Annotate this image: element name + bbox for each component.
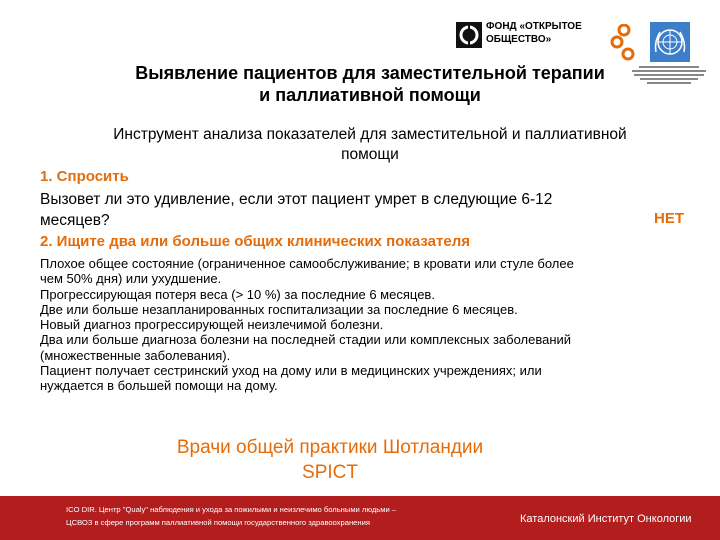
indicator-line: чем 50% дня) или ухудшение. bbox=[40, 271, 222, 287]
indicator-line: Новый диагноз прогрессирующей неизлечимой болезни. bbox=[40, 317, 384, 333]
circles-logo-icon bbox=[608, 24, 638, 62]
open-society-name bbox=[486, 20, 582, 46]
source-attribution bbox=[100, 435, 560, 485]
indicator-line: Прогрессирующая потеря веса (> 10 %) за последние 6 месяцев. bbox=[40, 286, 435, 302]
question-1-answer: НЕТ bbox=[654, 210, 684, 227]
footer-line1: ICO DIR. Центр "Qualy" наблюдения и ухода за пожилыми и неизлечимо больными людьми – bbox=[66, 505, 397, 514]
question-1-label: 1. Спросить bbox=[40, 168, 129, 185]
indicator-line: Два или больше диагноза болезни на последней стадии или комплексных заболеваний bbox=[40, 332, 572, 348]
question-1-line2: месяцев? bbox=[40, 212, 110, 229]
footer-line2: ЦСВОЗ в сфере программ паллиативной помощи государственного здравоохранения bbox=[66, 518, 370, 527]
tool-subtitle bbox=[40, 125, 700, 165]
tool-subtitle-line2: помощи bbox=[341, 146, 399, 163]
footer-institute-name: Каталонский Институт Онкологии bbox=[520, 513, 692, 525]
question-2-label: 2. Ищите два или больше общих клинических показателя bbox=[40, 233, 470, 250]
indicator-line: (множественные заболевания). bbox=[40, 347, 231, 363]
clinical-indicators-list bbox=[40, 256, 720, 394]
page-title bbox=[60, 62, 680, 106]
indicator-line: нуждается в большей помощи на дому. bbox=[40, 378, 278, 394]
open-society-name-line1: ФОНД «ОТКРЫТОЕ bbox=[486, 21, 582, 32]
open-society-logo-icon bbox=[456, 22, 482, 48]
source-line1: Врачи общей практики Шотландии bbox=[176, 437, 484, 458]
question-1-line1: Вызовет ли это удивление, если этот пациент умрет в следующие 6-12 bbox=[40, 191, 553, 208]
open-society-name-line2: ОБЩЕСТВО» bbox=[486, 34, 552, 45]
footer-caption bbox=[66, 503, 396, 529]
question-1-text bbox=[40, 189, 680, 231]
source-line2: SPICT bbox=[302, 462, 358, 483]
page-title-line1: Выявление пациентов для заместительной терапии bbox=[135, 63, 605, 83]
un-emblem-icon bbox=[650, 22, 690, 62]
tool-subtitle-line1: Инструмент анализа показателей для заместительной и паллиативной bbox=[113, 126, 627, 143]
indicator-line: Плохое общее состояние (ограниченное самообслуживание; в кровати или стуле более bbox=[40, 256, 574, 271]
page-title-line2: и паллиативной помощи bbox=[259, 85, 481, 105]
indicator-line: Две или больше незапланированных госпитализации за последние 6 месяцев. bbox=[40, 301, 518, 317]
indicator-line: Пациент получает сестринский уход на дому или в медицинских учреждениях; или bbox=[40, 363, 542, 379]
